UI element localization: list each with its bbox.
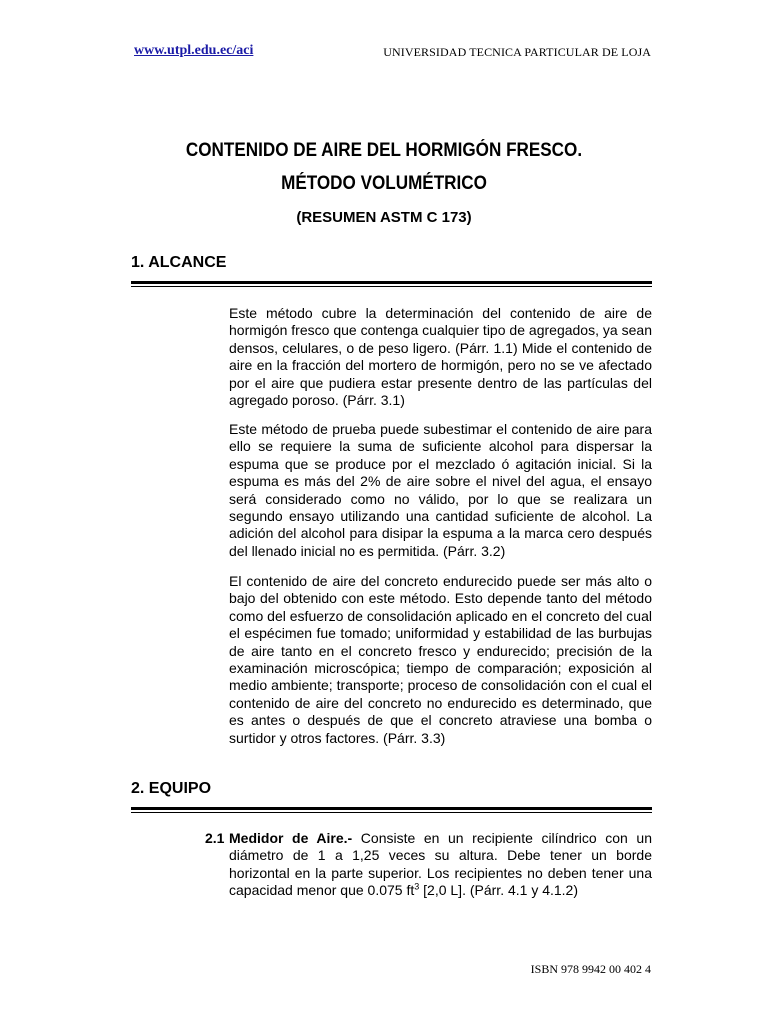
document-title-line-2: MÉTODO VOLUMÉTRICO: [281, 173, 487, 194]
equipo-item-paragraph: [229, 830, 652, 900]
alcance-paragraph-2: Este método de prueba puede subestimar el contenido de aire para ello se requiere la suma de suficiente alcohol para dispersar la espuma que se produce por el mezclado ó agitación inicial. Si la espuma es más del 2% de aire sobre el nivel del agua, el ensayo será considerado como no válido, por lo que se realizara un segundo ensayo utilizando una cantidad suficiente de alcohol. La adición del alcohol para disipar la espuma a la marca cero después del llenado inicial no es permitida. (Párr. 3.2): [229, 421, 652, 559]
section-divider-alcance: [131, 281, 652, 287]
document-subtitle: (RESUMEN ASTM C 173): [296, 209, 472, 226]
alcance-paragraph-3: El contenido de aire del concreto endurecido puede ser más alto o bajo del obtenido con este método. Esto depende tanto del método como del esfuerzo de consolidación aplicado en el concreto del cual el espécimen fue tomado; uniformidad y estabilidad de las burbujas de aire tanto en el concreto fresco y endurecido; precisión de la examinación microscópica; tiempo de comparación; exposición al medio ambiente; transporte; proceso de consolidación con el cual el contenido de aire del concreto no endurecido es determinado, que es antes o después de que el concreto atraviese una bomba o surtidor y otros factores. (Párr. 3.3): [229, 573, 652, 746]
footer-isbn: ISBN 978 9942 00 402 4: [530, 962, 651, 976]
section-heading-equipo: 2. EQUIPO: [131, 780, 212, 797]
equipo-item-text: Consiste en un recipiente cilíndrico con un diámetro de 1 a 1,25 veces su altura. Debe tener un borde horizontal en la parte superior. Los recipientes no deben tener una capacidad menor que 0.075 ft: [229, 830, 652, 899]
equipo-item-text-end: [2,0 L]. (Párr. 4.1 y 4.1.2): [419, 882, 579, 899]
alcance-paragraph-1: Este método cubre la determinación del contenido de aire de hormigón fresco que contenga cualquier tipo de agregados, ya sean densos, celulares, o de peso ligero. (Párr. 1.1) Mide el contenido de aire en la fracción del mortero de hormigón, pero no se ve afectado por el aire que pudiera estar presente dentro de las partículas del agregado poroso. (Párr. 3.1): [229, 305, 652, 409]
header-university-name: UNIVERSIDAD TECNICA PARTICULAR DE LOJA: [383, 45, 651, 59]
equipo-item-superscript: 3: [414, 881, 420, 892]
section-divider-equipo: [131, 807, 652, 813]
section-heading-alcance: 1. ALCANCE: [131, 254, 227, 271]
document-title-line-1: CONTENIDO DE AIRE DEL HORMIGÓN FRESCO.: [185, 140, 583, 161]
equipo-item-number: 2.1: [205, 830, 225, 846]
equipo-item-term: Medidor de Aire.-: [229, 830, 353, 846]
header-website-link[interactable]: www.utpl.edu.ec/aci: [134, 43, 254, 58]
